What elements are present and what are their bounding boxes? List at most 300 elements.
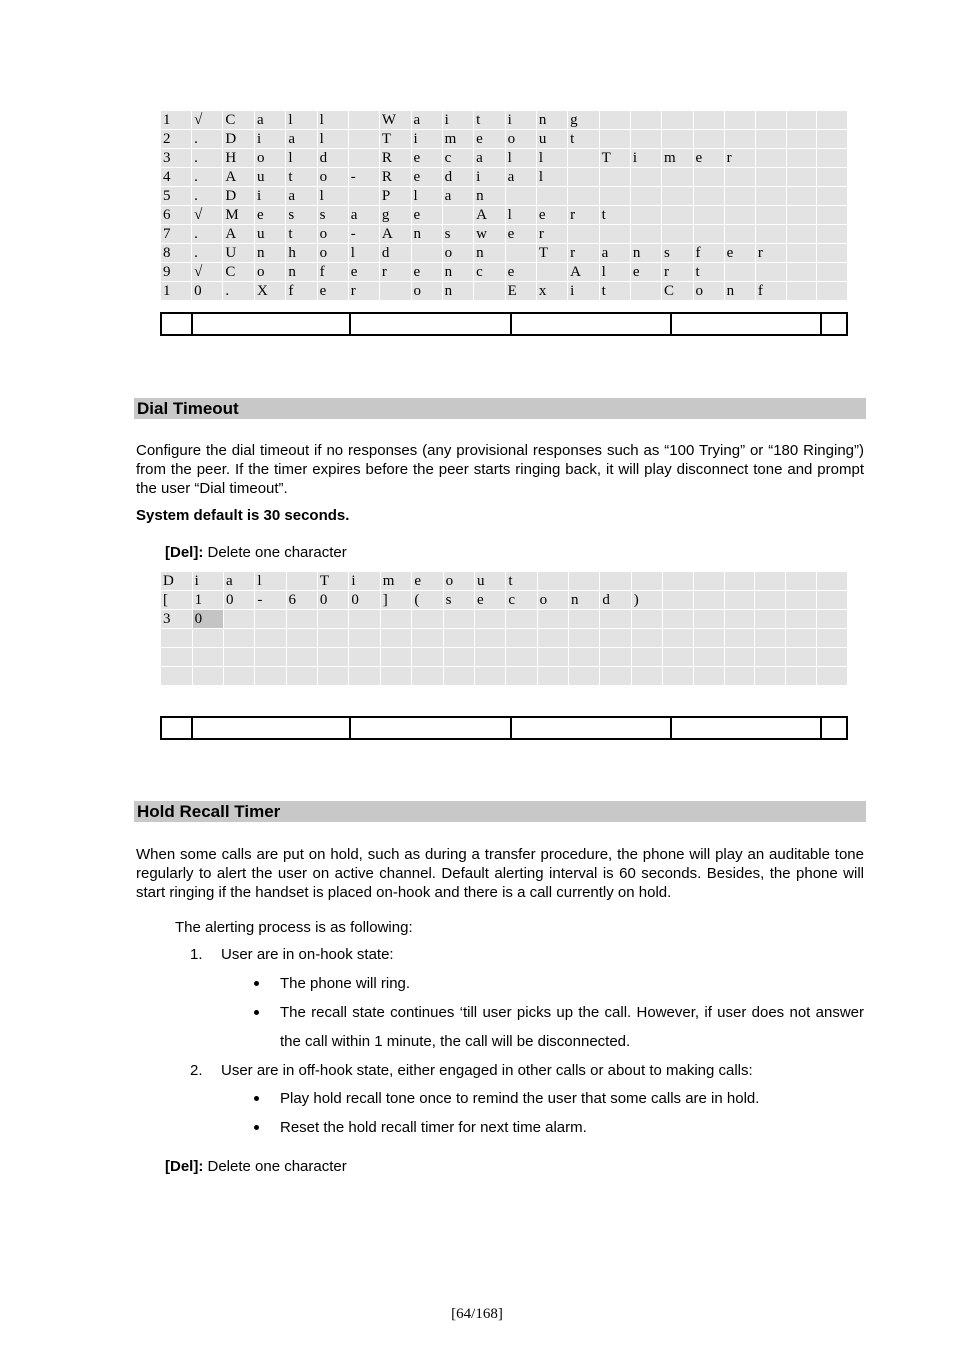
screen-cell — [600, 667, 631, 686]
screen-cell — [724, 130, 755, 149]
screen-cell — [724, 168, 755, 187]
list-subitem: Play hold recall tone once to remind the user that some calls are in hold. — [280, 1090, 760, 1107]
screen-cell: t — [599, 282, 630, 301]
softkey-5[interactable] — [672, 718, 822, 738]
screen-cell: t — [693, 263, 724, 282]
screen-cell — [693, 168, 724, 187]
screen-cell: f — [317, 263, 348, 282]
bullet-icon — [254, 1003, 262, 1011]
softkey-4[interactable] — [512, 314, 672, 334]
screen-cell — [817, 206, 848, 225]
screen-cell: s — [286, 206, 317, 225]
softkey-bar — [160, 716, 848, 740]
screen-cell: a — [505, 168, 536, 187]
screen-cell — [817, 130, 848, 149]
screen-cell: m — [442, 130, 474, 149]
screen-cell — [255, 610, 286, 629]
screen-cell — [317, 667, 348, 686]
screen-cell — [755, 610, 786, 629]
screen-cell: 1 — [161, 282, 192, 301]
screen-cell: a — [474, 149, 505, 168]
screen-cell — [755, 111, 786, 130]
alerting-intro: The alerting process is as following: — [175, 919, 413, 936]
screen-cell: e — [724, 244, 755, 263]
screen-cell — [443, 610, 474, 629]
screen-cell: r — [379, 263, 411, 282]
screen-cell — [286, 610, 317, 629]
screen-cell: 1 — [192, 591, 223, 610]
screen-cell — [255, 648, 286, 667]
screen-cell — [817, 244, 848, 263]
screen-cell: e — [693, 149, 724, 168]
screen-cell — [317, 648, 348, 667]
screen-cell: 0 — [317, 591, 348, 610]
screen-cell — [380, 610, 412, 629]
screen-cell: i — [505, 111, 536, 130]
screen-cell: √ — [192, 111, 223, 130]
screen-cell: e — [348, 263, 379, 282]
screen-cell: l — [286, 149, 317, 168]
screen-cell: s — [443, 591, 474, 610]
screen-cell — [662, 648, 693, 667]
screen-cell — [474, 282, 505, 301]
screen-cell — [816, 591, 847, 610]
screen-row — [161, 130, 848, 149]
screen-cell: l — [505, 149, 536, 168]
screen-cell — [537, 629, 568, 648]
softkey-5[interactable] — [672, 314, 822, 334]
screen-row — [161, 263, 848, 282]
screen-cell — [786, 111, 817, 130]
screen-cell: 0 — [192, 610, 223, 629]
screen-cell: o — [505, 130, 536, 149]
screen-cell: t — [599, 206, 630, 225]
screen-cell: e — [505, 263, 536, 282]
screen-cell: t — [286, 168, 317, 187]
screen-cell — [600, 648, 631, 667]
screen-cell: a — [599, 244, 630, 263]
screen-cell — [475, 629, 506, 648]
screen-cell: f — [286, 282, 317, 301]
screen-cell — [693, 667, 724, 686]
screen-cell — [349, 667, 380, 686]
screen-cell: l — [505, 206, 536, 225]
screen-cell — [724, 591, 755, 610]
screen-cell — [192, 648, 223, 667]
screen-cell: e — [475, 591, 506, 610]
screen-cell: n — [536, 111, 567, 130]
screen-cell: T — [317, 572, 348, 591]
screen-cell: o — [317, 168, 348, 187]
screen-cell — [631, 610, 662, 629]
screen-cell: ) — [631, 591, 662, 610]
screen-cell: n — [442, 282, 474, 301]
screen-cell: n — [411, 225, 442, 244]
screen-cell: n — [474, 187, 505, 206]
screen-cell: . — [192, 187, 223, 206]
screen-cell: a — [348, 206, 379, 225]
screen-cell — [816, 648, 847, 667]
screen-cell — [724, 667, 755, 686]
bullet-icon — [254, 974, 262, 982]
screen-cell — [693, 648, 724, 667]
screen-cell — [817, 225, 848, 244]
screen-cell — [786, 610, 817, 629]
screen-cell — [505, 187, 536, 206]
screen-cell: s — [317, 206, 348, 225]
screen-cell — [317, 610, 348, 629]
screen-cell — [662, 111, 694, 130]
screen-cell — [599, 130, 630, 149]
screen-cell: e — [317, 282, 348, 301]
screen-cell — [506, 648, 537, 667]
screen-cell — [505, 244, 536, 263]
screen-cell — [786, 206, 817, 225]
screen-cell — [662, 187, 694, 206]
screen-cell — [630, 130, 661, 149]
softkey-1[interactable] — [162, 718, 193, 738]
screen-cell — [693, 629, 724, 648]
screen-cell — [693, 206, 724, 225]
screen-cell: C — [223, 111, 255, 130]
screen-cell — [631, 648, 662, 667]
screen-cell — [349, 629, 380, 648]
screen-cell — [223, 629, 254, 648]
screen-cell — [630, 187, 661, 206]
screen-cell: f — [755, 282, 786, 301]
screen-cell: - — [348, 225, 379, 244]
screen-cell — [817, 168, 848, 187]
softkey-6[interactable] — [822, 314, 846, 334]
screen-cell — [631, 667, 662, 686]
screen-cell: u — [475, 572, 506, 591]
screen-cell — [630, 282, 661, 301]
screen-cell: t — [568, 130, 599, 149]
screen-cell — [817, 282, 848, 301]
screen-cell — [537, 610, 568, 629]
softkey-bar — [160, 312, 848, 336]
screen-cell: l — [536, 149, 567, 168]
screen-cell: 0 — [223, 591, 254, 610]
screen-cell — [786, 263, 817, 282]
screen-cell — [380, 629, 412, 648]
screen-row — [161, 206, 848, 225]
screen-cell — [380, 648, 412, 667]
screen-row — [161, 111, 848, 130]
screen-cell — [662, 130, 694, 149]
screen-cell — [412, 610, 443, 629]
screen-cell: W — [379, 111, 411, 130]
screen-cell — [286, 629, 317, 648]
list-item: User are in off-hook state, either engaged in other calls or about to making calls: — [221, 1062, 753, 1079]
screen-cell — [286, 648, 317, 667]
screen-cell — [755, 667, 786, 686]
screen-cell — [192, 667, 223, 686]
screen-cell: l — [411, 187, 442, 206]
screen-cell: o — [317, 244, 348, 263]
screen-cell: n — [255, 244, 286, 263]
list-subitem: The phone will ring. — [280, 975, 411, 992]
screen-cell — [192, 629, 223, 648]
screen-cell: r — [536, 225, 567, 244]
screen-cell: w — [474, 225, 505, 244]
screen-cell — [506, 610, 537, 629]
screen-cell: i — [255, 187, 286, 206]
screen-cell — [817, 149, 848, 168]
screen-cell — [599, 168, 630, 187]
screen-cell: l — [599, 263, 630, 282]
screen-row — [161, 648, 848, 667]
screen-cell: - — [348, 168, 379, 187]
screen-cell — [569, 648, 600, 667]
screen-cell — [817, 187, 848, 206]
screen-cell — [662, 591, 693, 610]
screen-cell: A — [379, 225, 411, 244]
screen-cell: o — [317, 225, 348, 244]
screen-cell: 9 — [161, 263, 192, 282]
softkey-1[interactable] — [162, 314, 193, 334]
screen-cell — [755, 149, 786, 168]
screen-cell — [816, 572, 847, 591]
softkey-4[interactable] — [512, 718, 672, 738]
screen-cell: T — [536, 244, 567, 263]
screen-cell: i — [255, 130, 286, 149]
screen-cell — [786, 591, 817, 610]
screen-cell: e — [536, 206, 567, 225]
screen-cell: o — [537, 591, 568, 610]
screen-cell — [693, 572, 724, 591]
screen-row — [161, 629, 848, 648]
screen-cell — [786, 282, 817, 301]
screen-cell: x — [536, 282, 567, 301]
screen-cell: D — [223, 187, 255, 206]
del-key-label: [Del]: — [165, 544, 204, 561]
screen-cell — [537, 572, 568, 591]
screen-cell: o — [442, 244, 474, 263]
softkey-2[interactable] — [193, 314, 351, 334]
screen-cell: 3 — [161, 610, 193, 629]
screen-cell — [599, 225, 630, 244]
screen-cell: d — [442, 168, 474, 187]
screen-cell — [786, 648, 817, 667]
screen-cell — [755, 648, 786, 667]
screen-cell — [755, 130, 786, 149]
screen-cell: e — [630, 263, 661, 282]
screen-cell: a — [286, 187, 317, 206]
screen-cell: u — [255, 168, 286, 187]
screen-cell: A — [568, 263, 599, 282]
screen-cell — [755, 572, 786, 591]
screen-cell — [506, 629, 537, 648]
dial-timeout-screen-grid — [160, 571, 848, 686]
screen-cell — [568, 149, 599, 168]
screen-cell — [755, 225, 786, 244]
hold-recall-del-hint — [165, 1157, 347, 1176]
screen-row — [161, 244, 848, 263]
screen-row — [161, 572, 848, 591]
screen-cell: l — [536, 168, 567, 187]
screen-cell — [537, 667, 568, 686]
screen-cell — [816, 629, 847, 648]
screen-cell: 0 — [349, 591, 380, 610]
screen-cell: o — [443, 572, 474, 591]
screen-cell: g — [379, 206, 411, 225]
screen-cell — [724, 206, 755, 225]
softkey-3[interactable] — [351, 314, 512, 334]
screen-cell — [348, 111, 379, 130]
screen-cell: c — [442, 149, 474, 168]
screen-cell: 3 — [161, 149, 192, 168]
screen-cell: r — [348, 282, 379, 301]
screen-cell — [662, 667, 693, 686]
screen-cell — [816, 667, 847, 686]
screen-cell: e — [505, 225, 536, 244]
screen-cell: s — [442, 225, 474, 244]
screen-cell: e — [412, 572, 443, 591]
screen-cell: n — [569, 591, 600, 610]
screen-cell: a — [286, 130, 317, 149]
screen-cell: t — [506, 572, 537, 591]
screen-cell: i — [442, 111, 474, 130]
screen-cell: 8 — [161, 244, 192, 263]
screen-cell — [255, 629, 286, 648]
screen-cell: c — [474, 263, 505, 282]
del-key-desc: Delete one character — [203, 544, 347, 561]
screen-cell — [724, 187, 755, 206]
screen-cell: l — [286, 111, 317, 130]
screen-cell — [568, 168, 599, 187]
screen-cell: s — [662, 244, 694, 263]
screen-cell: 4 — [161, 168, 192, 187]
screen-cell: l — [255, 572, 286, 591]
screen-cell: r — [662, 263, 694, 282]
screen-cell — [600, 572, 631, 591]
softkey-2[interactable] — [193, 718, 351, 738]
screen-cell: 1 — [161, 111, 192, 130]
screen-cell: n — [630, 244, 661, 263]
screen-cell — [569, 667, 600, 686]
screen-cell: E — [505, 282, 536, 301]
screen-cell: e — [411, 149, 442, 168]
screen-cell: d — [600, 591, 631, 610]
dial-timeout-description: Configure the dial timeout if no responses (any provisional responses such as “100 Trying” or “180 Ringing”) from the peer. If the timer expires before the peer starts ringing back, it will play disconnect tone and prompt the user “Dial timeout”. — [136, 442, 864, 497]
screen-cell — [724, 629, 755, 648]
screen-cell — [161, 629, 193, 648]
page-number: [64/168] — [451, 1306, 503, 1322]
screen-cell: X — [255, 282, 286, 301]
screen-cell: ] — [380, 591, 412, 610]
screen-cell — [786, 225, 817, 244]
screen-cell — [475, 648, 506, 667]
screen-cell — [816, 610, 847, 629]
screen-cell — [724, 610, 755, 629]
softkey-3[interactable] — [351, 718, 512, 738]
screen-cell — [475, 610, 506, 629]
screen-cell: 6 — [286, 591, 317, 610]
screen-cell — [755, 168, 786, 187]
screen-cell — [662, 225, 694, 244]
screen-row — [161, 187, 848, 206]
screen-cell: o — [255, 149, 286, 168]
screen-row — [161, 168, 848, 187]
del-key-label: [Del]: — [165, 1158, 204, 1175]
screen-cell — [443, 667, 474, 686]
screen-cell — [442, 206, 474, 225]
screen-cell — [348, 149, 379, 168]
screen-cell — [724, 225, 755, 244]
screen-cell — [631, 629, 662, 648]
screen-cell: D — [161, 572, 193, 591]
screen-row — [161, 591, 848, 610]
screen-cell — [255, 667, 286, 686]
screen-cell: i — [630, 149, 661, 168]
screen-cell — [537, 648, 568, 667]
screen-cell: . — [192, 149, 223, 168]
dial-timeout-del-hint — [165, 543, 347, 562]
list-item: User are in on-hook state: — [221, 946, 394, 963]
screen-cell: 6 — [161, 206, 192, 225]
screen-cell — [662, 610, 693, 629]
screen-cell: . — [192, 168, 223, 187]
screen-cell: o — [255, 263, 286, 282]
screen-cell — [161, 648, 193, 667]
screen-cell: m — [662, 149, 694, 168]
screen-cell: i — [192, 572, 223, 591]
screen-cell — [786, 149, 817, 168]
screen-cell — [724, 648, 755, 667]
screen-cell: R — [379, 149, 411, 168]
list-item-number: 2. — [190, 1062, 203, 1079]
screen-cell: t — [286, 225, 317, 244]
screen-cell: U — [223, 244, 255, 263]
screen-cell — [693, 610, 724, 629]
screen-cell: d — [317, 149, 348, 168]
screen-cell — [693, 225, 724, 244]
screen-cell: √ — [192, 263, 223, 282]
screen-cell: g — [568, 111, 599, 130]
list-subitem: Reset the hold recall timer for next time alarm. — [280, 1119, 587, 1136]
screen-cell — [599, 111, 630, 130]
screen-cell: . — [192, 130, 223, 149]
screen-cell — [755, 263, 786, 282]
screen-cell — [755, 629, 786, 648]
screen-cell — [223, 667, 254, 686]
screen-cell: e — [411, 263, 442, 282]
screen-cell — [317, 629, 348, 648]
screen-cell: i — [411, 130, 442, 149]
screen-cell: r — [568, 244, 599, 263]
screen-cell: . — [192, 244, 223, 263]
screen-cell — [475, 667, 506, 686]
screen-cell — [412, 667, 443, 686]
screen-cell: a — [223, 572, 254, 591]
screen-cell — [662, 572, 693, 591]
screen-cell — [411, 244, 442, 263]
screen-cell: - — [255, 591, 286, 610]
screen-cell — [630, 225, 661, 244]
screen-cell — [536, 187, 567, 206]
screen-cell — [817, 111, 848, 130]
screen-cell — [569, 629, 600, 648]
screen-cell — [443, 629, 474, 648]
screen-cell: [ — [161, 591, 193, 610]
screen-cell — [536, 263, 567, 282]
screen-cell — [348, 130, 379, 149]
screen-cell: r — [755, 244, 786, 263]
screen-cell — [786, 187, 817, 206]
screen-cell — [161, 667, 193, 686]
softkey-6[interactable] — [822, 718, 846, 738]
